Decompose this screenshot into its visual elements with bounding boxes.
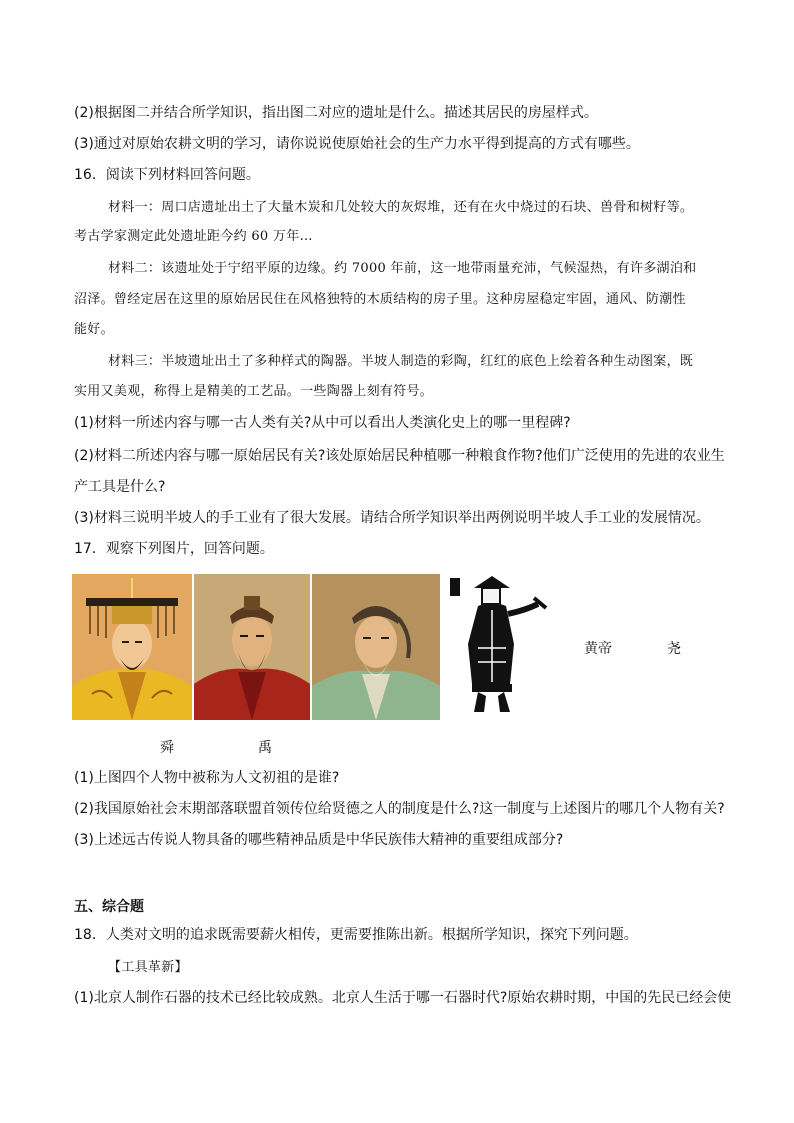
portrait-yu-image: [194, 574, 310, 720]
q16-question-1: (1)材料一所述内容与哪一古人类有关?从中可以看出人类演化史上的哪一里程碑?: [74, 415, 571, 431]
section-5-title: 五、综合题: [74, 899, 144, 915]
portrait-huangdi-image: [72, 574, 192, 720]
q18-stem: 18．人类对文明的追求既需要薪火相传，更需要推陈出新。根据所学知识，探究下列问题。: [74, 927, 638, 943]
q17-question-1: (1)上图四个人物中被称为人文初祖的是谁?: [74, 770, 340, 786]
portrait-shun-image: [312, 574, 440, 720]
caption-yu: 禹: [258, 740, 272, 756]
q16-stem: 16．阅读下列材料回答问题。: [74, 167, 260, 183]
q17-stem: 17．观察下列图片，回答问题。: [74, 541, 274, 557]
q15-question-3: (3)通过对原始农耕文明的学习，请你说说使原始社会的生产力水平得到提高的方式有哪些。: [74, 136, 640, 152]
material-3-line-1: 材料三：半坡遗址出土了多种样式的陶器。半坡人制造的彩陶，红红的底色上绘着各种生动图案，既: [108, 354, 694, 369]
q16-question-2-line-1: (2)材料二所述内容与哪一原始居民有关?该处原始居民种植哪一种粮食作物?他们广泛使用的先进的农业生: [74, 448, 725, 464]
q17-question-3: (3)上述远古传说人物具备的哪些精神品质是中华民族伟大精神的重要组成部分?: [74, 832, 564, 848]
caption-shun: 舜: [160, 740, 174, 756]
material-2-line-1: 材料二：该遗址处于宁绍平原的边缘。约 7000 年前，这一地带雨量充沛，气候湿热，有许多湖泊和: [108, 261, 697, 276]
material-1-line-1: 材料一：周口店遗址出土了大量木炭和几处较大的灰烬堆，还有在火中烧过的石块、兽骨和树籽等。: [108, 200, 694, 215]
q17-question-2: (2)我国原始社会末期部落联盟首领传位给贤德之人的制度是什么?这一制度与上述图片的哪几个人物有关?: [74, 801, 725, 817]
caption-huangdi: 黄帝: [584, 641, 612, 657]
q16-question-2-line-2: 产工具是什么?: [74, 479, 166, 495]
material-3-line-2: 实用又美观，称得上是精美的工艺品。一些陶器上刻有符号。: [74, 384, 434, 399]
subsection-tool-innovation: 【工具革新】: [108, 960, 188, 975]
q15-question-2: (2)根据图二并结合所学知识，指出图二对应的遗址是什么。描述其居民的房屋样式。: [74, 105, 598, 121]
material-1-line-2: 考古学家测定此处遗址距今约 60 万年…: [74, 229, 313, 244]
caption-yao: 尧: [667, 641, 681, 657]
q16-question-3: (3)材料三说明半坡人的手工业有了很大发展。请结合所学知识举出两例说明半坡人手工业的发展情况。: [74, 510, 710, 526]
q18-question-1: (1)北京人制作石器的技术已经比较成熟。北京人生活于哪一石器时代?原始农耕时期，中国的先民已经会使: [74, 990, 732, 1006]
portrait-yao-image: [448, 574, 552, 720]
material-2-line-2: 沼泽。曾经定居在这里的原始居民住在风格独特的木质结构的房子里。这种房屋稳定牢固，通风、防潮性: [74, 292, 686, 307]
material-2-line-3: 能好。: [74, 322, 114, 337]
